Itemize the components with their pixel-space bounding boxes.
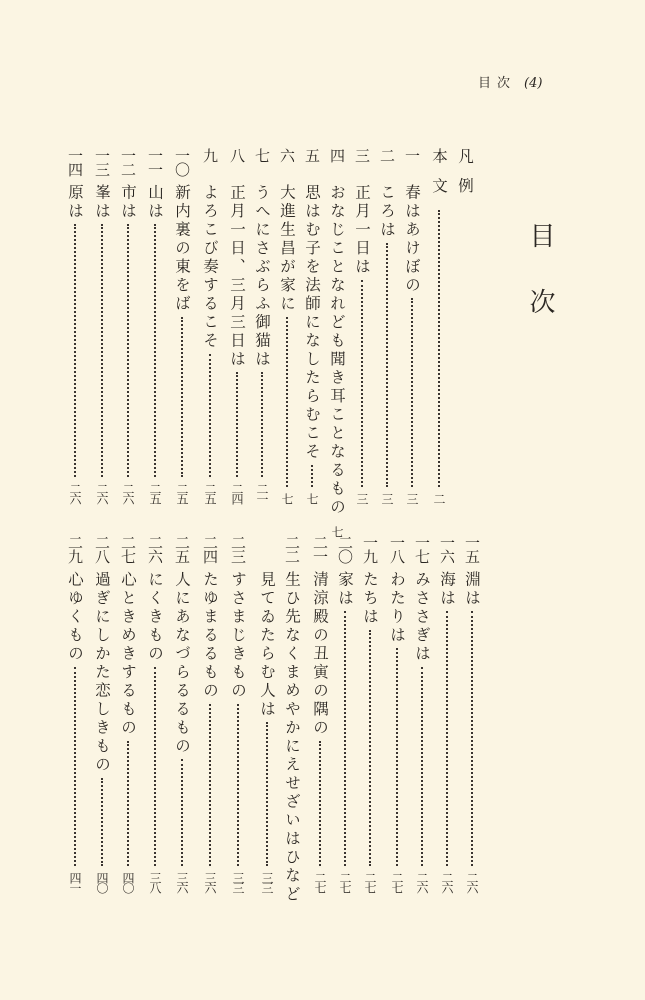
entry-page-number: 二七 (390, 872, 404, 892)
entry-title: 峯は (93, 184, 111, 221)
dotted-leader (209, 704, 211, 867)
toc-entry[interactable] (335, 535, 355, 892)
dotted-leader (311, 465, 313, 488)
dotted-leader (181, 759, 183, 866)
toc-entry[interactable] (412, 535, 432, 892)
entry-page-number: 三三 (231, 872, 245, 892)
toc-entry[interactable] (387, 535, 407, 892)
running-head-title: 目次 (478, 76, 517, 91)
entry-title: たゆまるるもの (201, 571, 219, 701)
toc-entry[interactable] (462, 535, 482, 892)
entry-title: 正月一日は (353, 184, 371, 277)
toc-entry[interactable] (118, 148, 138, 503)
dotted-leader (127, 224, 129, 477)
entry-page-number: 三 (355, 493, 369, 503)
entry-page-number: 二五 (148, 483, 162, 503)
entry-page-number: 七 (280, 493, 294, 503)
toc-entry[interactable] (257, 535, 277, 892)
entry-number: 一三 (93, 148, 111, 176)
entry-number: 五 (303, 148, 321, 162)
entry-number: 一四 (66, 148, 84, 176)
entry-title: 正月一日、三月三日は (228, 184, 246, 369)
dotted-leader (266, 722, 268, 866)
entry-number: 二七 (119, 535, 137, 563)
entry-page-number: 三六 (203, 872, 217, 892)
running-head-page-number: (4) (524, 76, 543, 91)
dotted-leader (421, 667, 423, 867)
entry-page-number: 七 (305, 493, 319, 503)
toc-entry[interactable] (437, 535, 457, 892)
entry-page-number: 二一 (255, 483, 269, 503)
toc-entry[interactable] (402, 148, 422, 503)
entry-number: 二八 (93, 535, 111, 563)
toc-entry[interactable] (118, 535, 138, 892)
dotted-leader (74, 224, 76, 477)
toc-entry[interactable] (310, 535, 330, 892)
entry-page-number: 二六 (95, 483, 109, 503)
entry-title: すさまじきもの (229, 571, 247, 701)
running-head (478, 72, 542, 91)
dotted-leader (319, 741, 321, 867)
toc-entry[interactable] (252, 148, 272, 503)
entry-title: 生ひ先なくまめやかにえせざいはひなど (283, 571, 301, 904)
toc-entry[interactable] (327, 148, 347, 536)
entry-number: 六 (278, 148, 296, 162)
toc-entry[interactable] (360, 535, 380, 892)
dotted-leader (446, 611, 448, 866)
entry-title: よろこび奏するこそ (201, 184, 219, 351)
entry-number: 一七 (413, 535, 431, 563)
toc-entry[interactable] (200, 535, 220, 892)
dotted-leader (101, 778, 103, 867)
entry-number: 二五 (173, 535, 191, 563)
entry-page-number: 三八 (148, 872, 162, 892)
toc-entry[interactable] (145, 148, 165, 503)
entry-page-number: 三 (380, 493, 394, 503)
entry-page-number: 二四 (230, 483, 244, 503)
entry-number: 三 (353, 148, 371, 162)
entry-number: 一 (403, 148, 421, 162)
entry-title: 淵は (463, 571, 481, 608)
entry-title: 心ときめきするもの (119, 571, 137, 738)
entry-number: 二四 (201, 535, 219, 563)
toc-item-hanrei (455, 148, 475, 208)
entry-page-number: 二五 (175, 483, 189, 503)
entry-number: 一八 (388, 535, 406, 563)
entry-title: 大進生昌が家に (278, 184, 296, 314)
dotted-leader (386, 243, 388, 488)
toc-entry[interactable] (277, 148, 297, 503)
entry-page-number: 二六 (465, 872, 479, 892)
toc-entry[interactable] (65, 535, 85, 892)
entry-title: 人にあなづらるるもの (173, 571, 191, 756)
entry-page-number: 四〇 (121, 872, 135, 892)
entry-number: 二六 (146, 535, 164, 563)
entry-page-number: 七 (330, 526, 344, 536)
entry-page-number: 二七 (313, 872, 327, 892)
entry-number: 九 (201, 148, 219, 162)
entry-number: 一一 (146, 148, 164, 176)
toc-entry[interactable] (200, 148, 220, 503)
entry-page-number: 四一 (68, 872, 82, 892)
toc-entry[interactable] (172, 535, 192, 892)
dotted-leader (344, 611, 346, 866)
entry-page-number: 二六 (415, 872, 429, 892)
entry-number: 四 (328, 148, 346, 162)
toc-entry[interactable] (92, 148, 112, 503)
entry-page-number: 四〇 (95, 872, 109, 892)
entry-title: 本文 (430, 148, 448, 207)
dotted-leader (101, 224, 103, 477)
entry-number: 二 (378, 148, 396, 162)
dotted-leader (127, 741, 129, 867)
entry-page-number: 三 (405, 493, 419, 503)
toc-entry[interactable] (352, 148, 372, 503)
entry-title: たちは (361, 571, 379, 627)
toc-entry[interactable] (92, 535, 112, 892)
entry-page-number: 二六 (121, 483, 135, 503)
entry-title: 見てゐたらむ人は (258, 571, 276, 719)
entry-title: 新内裏の東をば (173, 184, 191, 314)
entry-number: 二九 (66, 535, 84, 563)
dotted-leader (74, 667, 76, 867)
toc-entry[interactable] (228, 535, 248, 892)
entry-title: 山は (146, 184, 164, 221)
dotted-leader (236, 372, 238, 477)
dotted-leader (396, 648, 398, 866)
entry-number: 八 (228, 148, 246, 162)
dotted-leader (261, 372, 263, 477)
entry-title: 清涼殿の丑寅の隅の (311, 571, 329, 738)
entry-number: 二二 (283, 535, 301, 563)
entry-title: ころは (378, 184, 396, 240)
entry-page-number: 二 (432, 493, 446, 503)
toc-entry[interactable] (377, 148, 397, 503)
entry-page-number: 二七 (363, 872, 377, 892)
entry-page-number: 二五 (203, 483, 217, 503)
entry-title: みささぎは (413, 571, 431, 664)
entry-number: 一九 (361, 535, 379, 563)
entry-number: 一六 (438, 535, 456, 563)
entry-title: 市は (119, 184, 137, 221)
entry-title: 凡例 (456, 148, 474, 207)
entry-page-number: 三三 (260, 872, 274, 892)
page-title: 目次 (525, 222, 555, 354)
toc-entry[interactable] (172, 148, 192, 503)
dotted-leader (411, 298, 413, 487)
entry-page-number: 二七 (338, 872, 352, 892)
toc-item-honbun[interactable] (429, 148, 449, 503)
dotted-leader (209, 354, 211, 478)
entry-title: 原は (66, 184, 84, 221)
dotted-leader (369, 630, 371, 867)
entry-title: 海は (438, 571, 456, 608)
entry-title: 思はむ子を法師になしたらむこそ (303, 184, 321, 462)
entry-title: うへにさぶらふ御猫は (253, 184, 271, 369)
entry-number: 二三 (229, 535, 247, 563)
toc-entry[interactable] (145, 535, 165, 892)
toc-entry[interactable] (302, 148, 322, 503)
dotted-leader (361, 280, 363, 488)
entry-title: 過ぎにしかた恋しきもの (93, 571, 111, 775)
dotted-leader (154, 667, 156, 867)
entry-number: 一五 (463, 535, 481, 563)
dotted-leader (154, 224, 156, 477)
entry-number: 一〇 (173, 148, 191, 176)
dotted-leader (237, 704, 239, 867)
toc-entry[interactable] (282, 535, 302, 904)
entry-title: おなじことなれども聞き耳ことなるもの (328, 184, 346, 517)
toc-entry[interactable] (227, 148, 247, 503)
entry-title: 春はあけぼの (403, 184, 421, 295)
entry-page-number: 二六 (440, 872, 454, 892)
dotted-leader (181, 317, 183, 478)
entry-title: 家は (336, 571, 354, 608)
entry-title: にくきもの (146, 571, 164, 664)
entry-title: わたりは (388, 571, 406, 645)
dotted-leader (438, 210, 440, 487)
entry-number: 七 (253, 148, 271, 162)
toc-entry[interactable] (65, 148, 85, 503)
dotted-leader (471, 611, 473, 866)
entry-page-number: 二六 (68, 483, 82, 503)
dotted-leader (286, 317, 288, 488)
entry-title: 心ゆくもの (66, 571, 84, 664)
entry-number: 一二 (119, 148, 137, 176)
entry-page-number: 三六 (175, 872, 189, 892)
entry-number: 二一 (311, 535, 329, 563)
entry-number: 二〇 (336, 535, 354, 563)
